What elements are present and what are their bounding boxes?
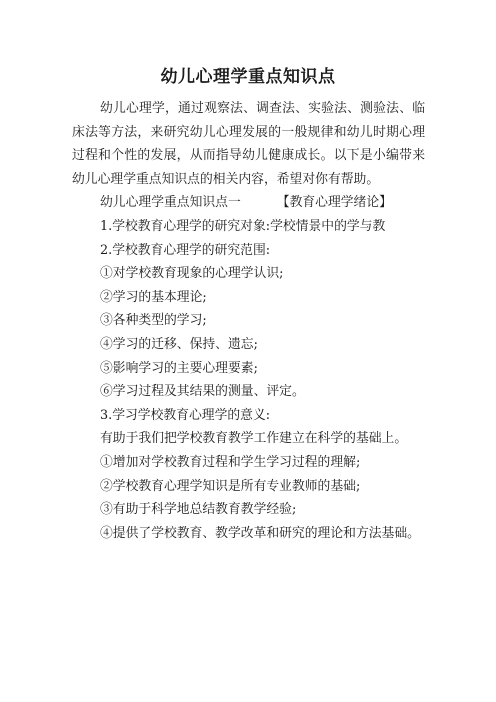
section-subheading: 【教育心理学绪论】	[276, 195, 392, 211]
list-line: 有助于我们把学校教育教学工作建立在科学的基础上。	[100, 431, 408, 447]
last-paragraph: ④提供了学校教育、教学改革和研究的理论和方法基础。	[100, 525, 420, 541]
list-line: ①对学校教育现象的心理学认识;	[100, 266, 284, 282]
list-line: 2.学校教育心理学的研究范围:	[100, 242, 271, 258]
list-line: ⑥学习过程及其结果的测量、评定。	[100, 384, 305, 400]
list-line: 3.学习学校教育心理学的意义:	[100, 407, 271, 423]
list-line: ②学校教育心理学知识是所有专业教师的基础;	[100, 478, 361, 494]
document-body	[72, 97, 425, 545]
intro-paragraph: 幼儿心理学，通过观察法、调查法、实验法、测验法、临床法等方法，来研究幼儿心理发展的一般规律和幼儿时期心理过程和个性的发展，从而指导幼儿健康成长。以下是小编带来幼儿心理学重点知识点的相关内容，希望对你有帮助。	[72, 101, 425, 187]
list-line: ②学习的基本理论;	[100, 289, 207, 305]
list-line: 1.学校教育心理学的研究对象:学校情景中的学与教	[100, 218, 386, 234]
section-heading: 幼儿心理学重点知识点一	[100, 195, 241, 211]
list-line: ①增加对学校教育过程和学生学习过程的理解;	[100, 454, 361, 470]
list-line: ④学习的迁移、保持、遗忘;	[100, 336, 258, 352]
list-line: ③有助于科学地总结教育教学经验;	[100, 502, 297, 518]
section-heading-line	[72, 191, 425, 215]
list-line: ③各种类型的学习;	[100, 313, 207, 329]
list-line: ⑤影响学习的主要心理要素;	[100, 360, 258, 376]
document-title: 幼儿心理学重点知识点	[160, 67, 336, 87]
